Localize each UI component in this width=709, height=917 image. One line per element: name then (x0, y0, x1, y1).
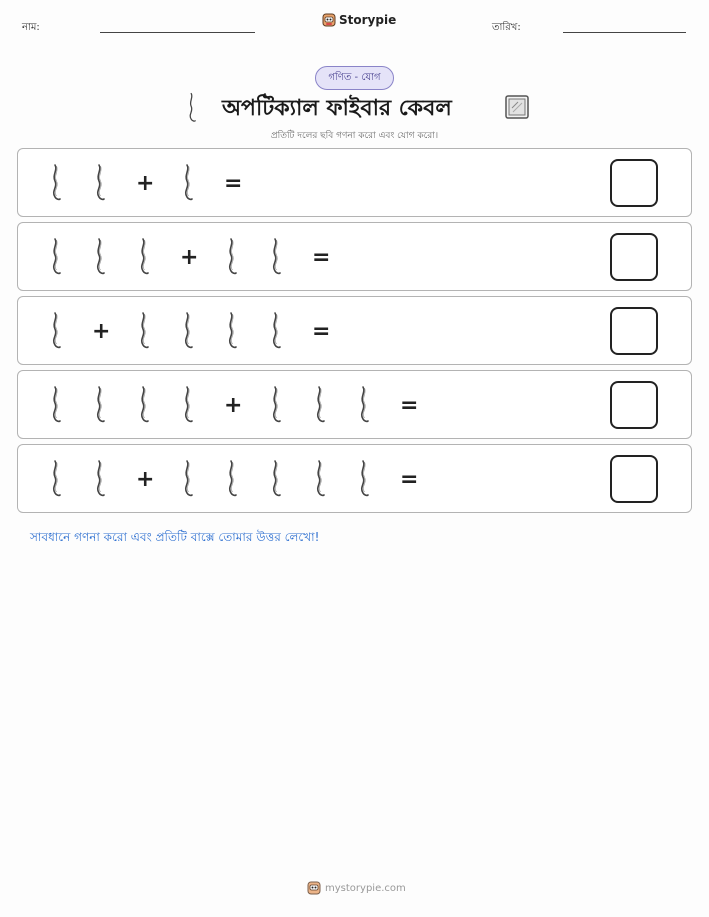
optical-fiber-cable-icon (185, 92, 199, 124)
plus-sign: + (136, 467, 155, 492)
optical-fiber-cable-icon (356, 459, 372, 499)
optical-fiber-cable-icon (92, 163, 108, 203)
optical-fiber-cable-icon (48, 459, 64, 499)
problem-row (17, 148, 692, 217)
answer-box[interactable] (610, 381, 658, 429)
equals-sign: = (312, 319, 331, 344)
date-label: তারিখ: (492, 22, 521, 33)
brand-name: Storypie (339, 13, 397, 27)
optical-fiber-cable-icon (312, 459, 328, 499)
optical-fiber-cable-icon (180, 459, 196, 499)
instructions-subtitle: প্রতিটি দলের ছবি গণনা করো এবং যোগ করো। (270, 131, 439, 141)
answer-box[interactable] (610, 307, 658, 355)
optical-fiber-cable-icon (268, 385, 284, 425)
name-line[interactable] (100, 32, 255, 33)
optical-fiber-cable-icon (92, 237, 108, 277)
answer-box[interactable] (610, 455, 658, 503)
problem-row (17, 296, 692, 365)
optical-fiber-cable-icon (180, 163, 196, 203)
optical-fiber-cable-icon (48, 385, 64, 425)
storypie-mascot-icon (307, 880, 321, 896)
date-line[interactable] (563, 32, 686, 33)
optical-fiber-cable-icon (224, 311, 240, 351)
answer-instruction: সাবধানে গণনা করো এবং প্রতিটি বাক্সে তোমার উত্তর লেখো! (30, 530, 320, 544)
title-row (0, 88, 709, 124)
worksheet-header (0, 0, 709, 50)
answer-box[interactable] (610, 233, 658, 281)
storypie-mascot-icon (322, 12, 336, 28)
equals-sign: = (312, 245, 331, 270)
optical-fiber-cable-icon (180, 311, 196, 351)
optical-fiber-cable-icon (356, 385, 372, 425)
subject-badge: গণিত - যোগ (315, 66, 394, 90)
optical-fiber-cable-icon (92, 385, 108, 425)
plus-sign: + (92, 319, 111, 344)
optical-fiber-cable-icon (268, 459, 284, 499)
footer-url: mystorypie.com (325, 882, 406, 894)
optical-fiber-cable-icon (312, 385, 328, 425)
equals-sign: = (224, 171, 243, 196)
optical-fiber-cable-icon (48, 237, 64, 277)
optical-fiber-cable-icon (136, 385, 152, 425)
equals-sign: = (400, 467, 419, 492)
problem-row (17, 444, 692, 513)
problem-row (17, 222, 692, 291)
answer-box[interactable] (610, 159, 658, 207)
optical-fiber-cable-icon (224, 237, 240, 277)
optical-fiber-cable-icon (268, 237, 284, 277)
optical-fiber-cable-icon (48, 311, 64, 351)
optical-fiber-cable-icon (136, 311, 152, 351)
plus-sign: + (136, 171, 155, 196)
optical-fiber-cable-icon (92, 459, 108, 499)
glass-panel-icon (504, 94, 530, 120)
optical-fiber-cable-icon (224, 459, 240, 499)
optical-fiber-cable-icon (268, 311, 284, 351)
optical-fiber-cable-icon (48, 163, 64, 203)
plus-sign: + (224, 393, 243, 418)
footer (307, 880, 406, 896)
page-title: অপটিক্যাল ফাইবার কেবল (222, 96, 452, 121)
optical-fiber-cable-icon (136, 237, 152, 277)
brand-logo (322, 12, 396, 28)
equals-sign: = (400, 393, 419, 418)
name-label: নাম: (22, 22, 40, 33)
optical-fiber-cable-icon (180, 385, 196, 425)
problem-row (17, 370, 692, 439)
plus-sign: + (180, 245, 199, 270)
